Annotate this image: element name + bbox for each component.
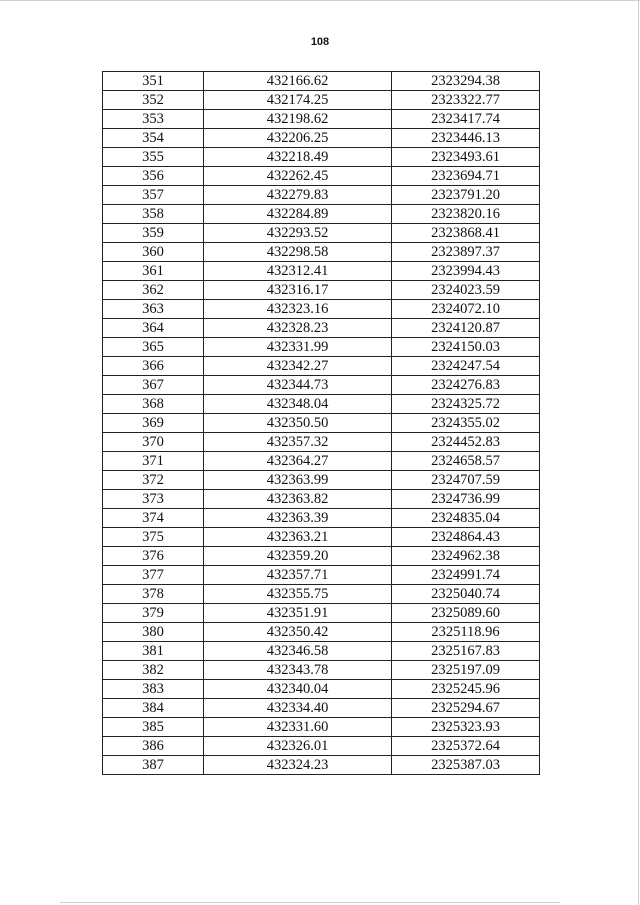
table-row (103, 718, 540, 737)
point-number-cell: 372 (103, 471, 204, 490)
x-coordinate-cell: 432350.50 (204, 414, 392, 433)
x-coordinate-cell: 432284.89 (204, 205, 392, 224)
y-coordinate-cell: 2323868.41 (392, 224, 540, 243)
table-row (103, 300, 540, 319)
y-coordinate-cell: 2323446.13 (392, 129, 540, 148)
y-coordinate-cell: 2324072.10 (392, 300, 540, 319)
x-coordinate-cell: 432340.04 (204, 680, 392, 699)
y-coordinate-cell: 2324023.59 (392, 281, 540, 300)
y-coordinate-cell: 2324707.59 (392, 471, 540, 490)
point-number-cell: 361 (103, 262, 204, 281)
y-coordinate-cell: 2325167.83 (392, 642, 540, 661)
y-coordinate-cell: 2324864.43 (392, 528, 540, 547)
x-coordinate-cell: 432348.04 (204, 395, 392, 414)
table-row (103, 338, 540, 357)
y-coordinate-cell: 2323417.74 (392, 110, 540, 129)
table-row (103, 243, 540, 262)
x-coordinate-cell: 432364.27 (204, 452, 392, 471)
x-coordinate-cell: 432166.62 (204, 72, 392, 91)
y-coordinate-cell: 2323322.77 (392, 91, 540, 110)
coordinates-table (102, 71, 540, 775)
point-number-cell: 373 (103, 490, 204, 509)
x-coordinate-cell: 432328.23 (204, 319, 392, 338)
table-row (103, 528, 540, 547)
table-row (103, 433, 540, 452)
x-coordinate-cell: 432316.17 (204, 281, 392, 300)
point-number-cell: 362 (103, 281, 204, 300)
point-number-cell: 353 (103, 110, 204, 129)
point-number-cell: 381 (103, 642, 204, 661)
x-coordinate-cell: 432298.58 (204, 243, 392, 262)
table-row (103, 129, 540, 148)
table-row (103, 490, 540, 509)
y-coordinate-cell: 2323694.71 (392, 167, 540, 186)
x-coordinate-cell: 432342.27 (204, 357, 392, 376)
y-coordinate-cell: 2324120.87 (392, 319, 540, 338)
point-number-cell: 351 (103, 72, 204, 91)
table-row (103, 167, 540, 186)
y-coordinate-cell: 2325197.09 (392, 661, 540, 680)
y-coordinate-cell: 2325294.67 (392, 699, 540, 718)
y-coordinate-cell: 2324962.38 (392, 547, 540, 566)
point-number-cell: 386 (103, 737, 204, 756)
y-coordinate-cell: 2324247.54 (392, 357, 540, 376)
point-number-cell: 384 (103, 699, 204, 718)
table-row (103, 186, 540, 205)
point-number-cell: 363 (103, 300, 204, 319)
y-coordinate-cell: 2325372.64 (392, 737, 540, 756)
y-coordinate-cell: 2325245.96 (392, 680, 540, 699)
point-number-cell: 354 (103, 129, 204, 148)
table-row (103, 72, 540, 91)
table-row (103, 414, 540, 433)
table-row (103, 452, 540, 471)
x-coordinate-cell: 432363.82 (204, 490, 392, 509)
point-number-cell: 383 (103, 680, 204, 699)
table-row (103, 566, 540, 585)
point-number-cell: 352 (103, 91, 204, 110)
y-coordinate-cell: 2323493.61 (392, 148, 540, 167)
y-coordinate-cell: 2323897.37 (392, 243, 540, 262)
point-number-cell: 378 (103, 585, 204, 604)
y-coordinate-cell: 2324325.72 (392, 395, 540, 414)
x-coordinate-cell: 432262.45 (204, 167, 392, 186)
x-coordinate-cell: 432334.40 (204, 699, 392, 718)
y-coordinate-cell: 2323994.43 (392, 262, 540, 281)
x-coordinate-cell: 432324.23 (204, 756, 392, 775)
point-number-cell: 370 (103, 433, 204, 452)
table-row (103, 642, 540, 661)
y-coordinate-cell: 2324736.99 (392, 490, 540, 509)
table-row (103, 699, 540, 718)
x-coordinate-cell: 432343.78 (204, 661, 392, 680)
point-number-cell: 380 (103, 623, 204, 642)
x-coordinate-cell: 432331.60 (204, 718, 392, 737)
table-row (103, 680, 540, 699)
x-coordinate-cell: 432359.20 (204, 547, 392, 566)
x-coordinate-cell: 432351.91 (204, 604, 392, 623)
point-number-cell: 379 (103, 604, 204, 623)
point-number-cell: 382 (103, 661, 204, 680)
x-coordinate-cell: 432355.75 (204, 585, 392, 604)
y-coordinate-cell: 2324276.83 (392, 376, 540, 395)
x-coordinate-cell: 432331.99 (204, 338, 392, 357)
table-row (103, 262, 540, 281)
coordinates-table-body (103, 72, 540, 775)
table-row (103, 604, 540, 623)
page-number: 108 (310, 36, 330, 48)
point-number-cell: 360 (103, 243, 204, 262)
table-row (103, 91, 540, 110)
table-row (103, 661, 540, 680)
point-number-cell: 357 (103, 186, 204, 205)
table-row (103, 547, 540, 566)
y-coordinate-cell: 2324658.57 (392, 452, 540, 471)
table-row (103, 148, 540, 167)
y-coordinate-cell: 2325089.60 (392, 604, 540, 623)
y-coordinate-cell: 2325118.96 (392, 623, 540, 642)
x-coordinate-cell: 432198.62 (204, 110, 392, 129)
x-coordinate-cell: 432206.25 (204, 129, 392, 148)
x-coordinate-cell: 432312.41 (204, 262, 392, 281)
table-row (103, 756, 540, 775)
x-coordinate-cell: 432174.25 (204, 91, 392, 110)
table-row (103, 395, 540, 414)
point-number-cell: 365 (103, 338, 204, 357)
x-coordinate-cell: 432279.83 (204, 186, 392, 205)
x-coordinate-cell: 432363.99 (204, 471, 392, 490)
table-row (103, 205, 540, 224)
point-number-cell: 374 (103, 509, 204, 528)
point-number-cell: 364 (103, 319, 204, 338)
y-coordinate-cell: 2323791.20 (392, 186, 540, 205)
table-row (103, 281, 540, 300)
x-coordinate-cell: 432363.39 (204, 509, 392, 528)
x-coordinate-cell: 432357.32 (204, 433, 392, 452)
x-coordinate-cell: 432293.52 (204, 224, 392, 243)
table-row (103, 737, 540, 756)
point-number-cell: 376 (103, 547, 204, 566)
point-number-cell: 359 (103, 224, 204, 243)
y-coordinate-cell: 2325040.74 (392, 585, 540, 604)
x-coordinate-cell: 432357.71 (204, 566, 392, 585)
y-coordinate-cell: 2324835.04 (392, 509, 540, 528)
table-row (103, 623, 540, 642)
y-coordinate-cell: 2324991.74 (392, 566, 540, 585)
x-coordinate-cell: 432344.73 (204, 376, 392, 395)
table-row (103, 509, 540, 528)
x-coordinate-cell: 432218.49 (204, 148, 392, 167)
x-coordinate-cell: 432326.01 (204, 737, 392, 756)
x-coordinate-cell: 432323.16 (204, 300, 392, 319)
y-coordinate-cell: 2323294.38 (392, 72, 540, 91)
table-row (103, 319, 540, 338)
table-row (103, 376, 540, 395)
point-number-cell: 368 (103, 395, 204, 414)
point-number-cell: 385 (103, 718, 204, 737)
top-scan-edge (0, 0, 640, 1)
x-coordinate-cell: 432346.58 (204, 642, 392, 661)
point-number-cell: 375 (103, 528, 204, 547)
table-row (103, 471, 540, 490)
x-coordinate-cell: 432363.21 (204, 528, 392, 547)
point-number-cell: 367 (103, 376, 204, 395)
point-number-cell: 355 (103, 148, 204, 167)
point-number-cell: 358 (103, 205, 204, 224)
y-coordinate-cell: 2323820.16 (392, 205, 540, 224)
point-number-cell: 366 (103, 357, 204, 376)
y-coordinate-cell: 2324150.03 (392, 338, 540, 357)
point-number-cell: 371 (103, 452, 204, 471)
table-row (103, 585, 540, 604)
bottom-scan-edge (60, 902, 560, 903)
point-number-cell: 356 (103, 167, 204, 186)
right-scan-edge (638, 0, 639, 905)
y-coordinate-cell: 2324355.02 (392, 414, 540, 433)
y-coordinate-cell: 2324452.83 (392, 433, 540, 452)
point-number-cell: 377 (103, 566, 204, 585)
y-coordinate-cell: 2325387.03 (392, 756, 540, 775)
table-row (103, 357, 540, 376)
y-coordinate-cell: 2325323.93 (392, 718, 540, 737)
x-coordinate-cell: 432350.42 (204, 623, 392, 642)
point-number-cell: 369 (103, 414, 204, 433)
table-row (103, 110, 540, 129)
point-number-cell: 387 (103, 756, 204, 775)
table-row (103, 224, 540, 243)
